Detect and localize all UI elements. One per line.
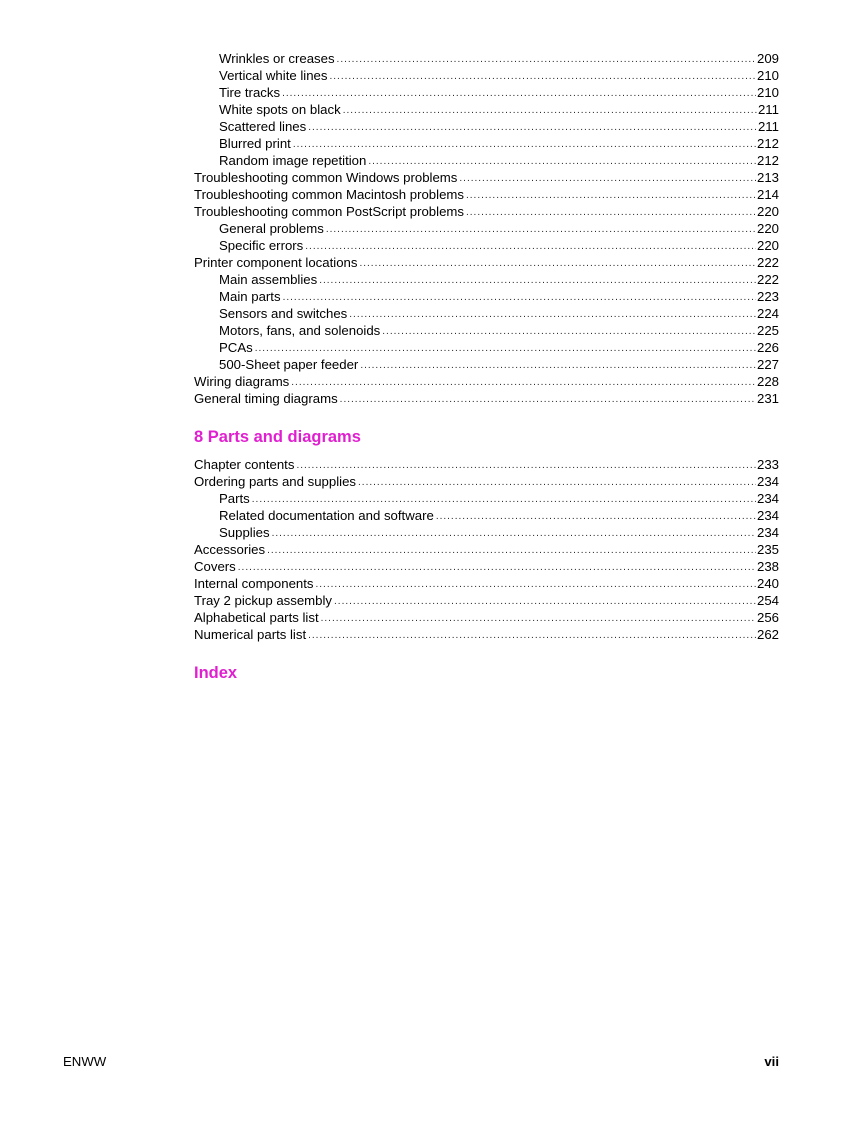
toc-entry-title: Chapter contents bbox=[194, 457, 295, 472]
toc-entry-title: Wiring diagrams bbox=[194, 374, 290, 389]
chapter-heading-parts[interactable]: 8 Parts and diagrams bbox=[194, 428, 361, 446]
toc-entry-title: Supplies bbox=[219, 525, 270, 540]
toc-dot-leader bbox=[293, 136, 756, 153]
toc-dot-leader bbox=[466, 187, 756, 204]
toc-entry[interactable] bbox=[194, 626, 779, 643]
toc-entry-title: Troubleshooting common PostScript problems bbox=[194, 204, 464, 219]
toc-entry-title: Alphabetical parts list bbox=[194, 610, 319, 625]
toc-entry-title: 500-Sheet paper feeder bbox=[219, 357, 359, 372]
toc-entry[interactable] bbox=[194, 575, 779, 592]
toc-entry-page: 212 bbox=[756, 136, 779, 151]
toc-entry-title: Wrinkles or creases bbox=[219, 51, 335, 66]
toc-entry-page: 233 bbox=[756, 457, 779, 472]
toc-entry-page: 256 bbox=[756, 610, 779, 625]
toc-entry[interactable] bbox=[194, 356, 779, 373]
toc-dot-leader bbox=[382, 323, 756, 340]
toc-entry-page: 209 bbox=[756, 51, 779, 66]
toc-entry[interactable] bbox=[194, 118, 779, 135]
toc-entry[interactable] bbox=[194, 490, 779, 507]
toc-entry-title: Ordering parts and supplies bbox=[194, 474, 357, 489]
toc-dot-leader bbox=[359, 255, 756, 272]
toc-entry-page: 227 bbox=[756, 357, 779, 372]
toc-entry-page: 226 bbox=[756, 340, 779, 355]
toc-entry[interactable] bbox=[194, 507, 779, 524]
toc-dot-leader bbox=[466, 204, 756, 221]
toc-entry-page: 211 bbox=[757, 102, 779, 117]
toc-entry-title: PCAs bbox=[219, 340, 253, 355]
toc-entry[interactable] bbox=[194, 50, 779, 67]
toc-entry-page: 240 bbox=[756, 576, 779, 591]
toc-entry-title: Parts bbox=[219, 491, 250, 506]
toc-entry[interactable] bbox=[194, 339, 779, 356]
toc-dot-leader bbox=[349, 306, 756, 323]
toc-dot-leader bbox=[343, 102, 757, 119]
toc-entry[interactable] bbox=[194, 373, 779, 390]
toc-entry-title: Random image repetition bbox=[219, 153, 367, 168]
toc-entry[interactable] bbox=[194, 322, 779, 339]
toc-dot-leader bbox=[296, 457, 756, 474]
toc-entry-page: 210 bbox=[756, 85, 779, 100]
toc-entry-page: 220 bbox=[756, 221, 779, 236]
toc-dot-leader bbox=[368, 153, 756, 170]
toc-entry-page: 212 bbox=[756, 153, 779, 168]
toc-entry-page: 220 bbox=[756, 238, 779, 253]
toc-dot-leader bbox=[340, 391, 756, 408]
toc-dot-leader bbox=[321, 610, 756, 627]
toc-entry[interactable] bbox=[194, 390, 779, 407]
toc-dot-leader bbox=[337, 51, 756, 68]
toc-dot-leader bbox=[238, 559, 756, 576]
toc-dot-leader bbox=[459, 170, 756, 187]
toc-dot-leader bbox=[308, 119, 757, 136]
toc-dot-leader bbox=[282, 85, 756, 102]
toc-entry[interactable] bbox=[194, 220, 779, 237]
toc-entry-page: 213 bbox=[756, 170, 779, 185]
toc-dot-leader bbox=[319, 272, 756, 289]
toc-entry-title: General timing diagrams bbox=[194, 391, 338, 406]
toc-dot-leader bbox=[316, 576, 756, 593]
toc-dot-leader bbox=[283, 289, 756, 306]
toc-list-troubleshooting bbox=[194, 50, 779, 407]
toc-entry-title: Vertical white lines bbox=[219, 68, 328, 83]
toc-entry-title: Specific errors bbox=[219, 238, 304, 253]
toc-dot-leader bbox=[291, 374, 756, 391]
toc-entry-page: 222 bbox=[756, 255, 779, 270]
toc-entry[interactable] bbox=[194, 84, 779, 101]
toc-entry-title: Accessories bbox=[194, 542, 266, 557]
toc-entry-page: 220 bbox=[756, 204, 779, 219]
toc-entry-page: 262 bbox=[756, 627, 779, 642]
toc-entry[interactable] bbox=[194, 592, 779, 609]
toc-entry[interactable] bbox=[194, 67, 779, 84]
footer-publisher: ENWW bbox=[63, 1054, 107, 1069]
toc-entry[interactable] bbox=[194, 456, 779, 473]
toc-dot-leader bbox=[252, 491, 756, 508]
toc-dot-leader bbox=[308, 627, 756, 644]
toc-entry-page: 234 bbox=[756, 525, 779, 540]
toc-entry-title: Internal components bbox=[194, 576, 314, 591]
toc-entry[interactable] bbox=[194, 135, 779, 152]
toc-dot-leader bbox=[334, 593, 756, 610]
toc-entry-page: 234 bbox=[756, 474, 779, 489]
toc-entry[interactable] bbox=[194, 254, 779, 271]
toc-entry-page: 214 bbox=[756, 187, 779, 202]
toc-dot-leader bbox=[267, 542, 756, 559]
toc-dot-leader bbox=[272, 525, 756, 542]
toc-entry-page: 238 bbox=[756, 559, 779, 574]
toc-entry[interactable] bbox=[194, 169, 779, 186]
toc-entry-title: Covers bbox=[194, 559, 236, 574]
toc-entry[interactable] bbox=[194, 541, 779, 558]
toc-entry[interactable] bbox=[194, 271, 779, 288]
toc-dot-leader bbox=[255, 340, 756, 357]
toc-entry[interactable] bbox=[194, 152, 779, 169]
toc-entry-page: 222 bbox=[756, 272, 779, 287]
toc-entry[interactable] bbox=[194, 558, 779, 575]
toc-entry[interactable] bbox=[194, 473, 779, 490]
toc-entry[interactable] bbox=[194, 305, 779, 322]
toc-entry-page: 254 bbox=[756, 593, 779, 608]
toc-entry-title: Blurred print bbox=[219, 136, 291, 151]
toc-entry[interactable] bbox=[194, 609, 779, 626]
toc-entry-page: 235 bbox=[756, 542, 779, 557]
toc-entry-title: Numerical parts list bbox=[194, 627, 307, 642]
toc-entry-title: Main parts bbox=[219, 289, 281, 304]
toc-entry-title: General problems bbox=[219, 221, 324, 236]
toc-dot-leader bbox=[326, 221, 756, 238]
toc-entry[interactable] bbox=[194, 524, 779, 541]
toc-entry-title: Scattered lines bbox=[219, 119, 307, 134]
toc-entry-page: 210 bbox=[756, 68, 779, 83]
toc-entry[interactable] bbox=[194, 237, 779, 254]
page-number: vii bbox=[764, 1054, 779, 1069]
toc-entry-page: 234 bbox=[756, 491, 779, 506]
toc-entry-page: 225 bbox=[756, 323, 779, 338]
toc-entry-title: Troubleshooting common Macintosh problems bbox=[194, 187, 464, 202]
toc-entry-page: 223 bbox=[756, 289, 779, 304]
toc-dot-leader bbox=[360, 357, 756, 374]
toc-entry-title: Printer component locations bbox=[194, 255, 358, 270]
toc-entry-page: 234 bbox=[756, 508, 779, 523]
toc-dot-leader bbox=[305, 238, 756, 255]
toc-entry-page: 211 bbox=[757, 119, 779, 134]
toc-entry[interactable] bbox=[194, 101, 779, 118]
toc-list-parts bbox=[194, 456, 779, 643]
toc-entry-title: Main assemblies bbox=[219, 272, 318, 287]
toc-entry-title: Related documentation and software bbox=[219, 508, 434, 523]
toc-entry[interactable] bbox=[194, 288, 779, 305]
index-heading[interactable]: Index bbox=[194, 664, 238, 682]
toc-entry-title: Motors, fans, and solenoids bbox=[219, 323, 381, 338]
toc-entry-title: Tire tracks bbox=[219, 85, 281, 100]
toc-entry-title: Tray 2 pickup assembly bbox=[194, 593, 333, 608]
toc-entry-title: Sensors and switches bbox=[219, 306, 348, 321]
toc-entry-title: Troubleshooting common Windows problems bbox=[194, 170, 458, 185]
toc-entry-title: White spots on black bbox=[219, 102, 341, 117]
toc-entry-page: 224 bbox=[756, 306, 779, 321]
toc-entry-page: 228 bbox=[756, 374, 779, 389]
toc-dot-leader bbox=[436, 508, 756, 525]
toc-entry[interactable] bbox=[194, 186, 779, 203]
toc-dot-leader bbox=[329, 68, 756, 85]
toc-entry[interactable] bbox=[194, 203, 779, 220]
toc-entry-page: 231 bbox=[756, 391, 779, 406]
toc-dot-leader bbox=[358, 474, 756, 491]
